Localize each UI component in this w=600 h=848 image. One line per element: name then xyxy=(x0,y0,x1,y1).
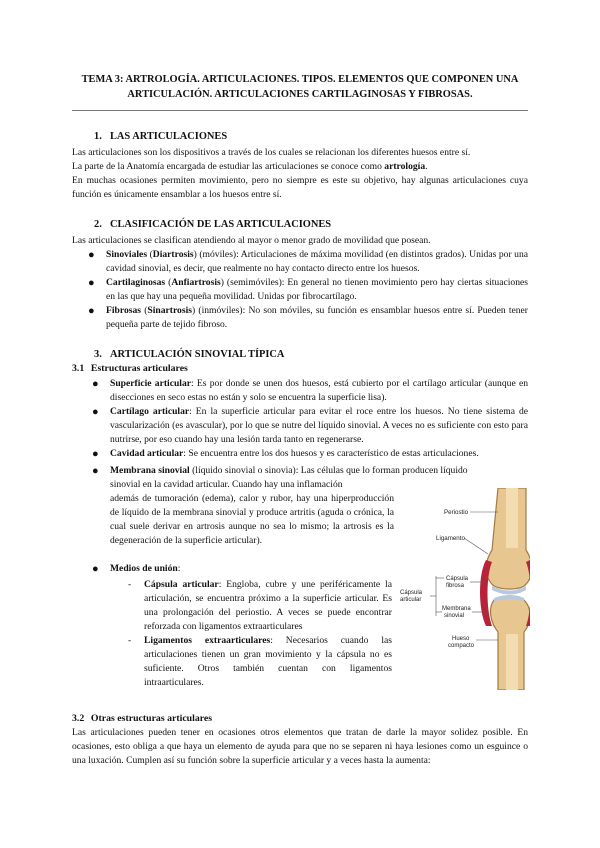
membrana-item xyxy=(92,464,528,478)
list-item: - Cápsula articular: Engloba, cubre y une periféricamente la articulación, se encuentra próximo a la superficie articular. Es una prolongación del periostio. A veces se puede encontrar reforzada con ligamentos extraarticulares xyxy=(128,579,392,632)
section-3-number: 3. xyxy=(94,349,102,360)
bullet-icon: ● xyxy=(88,277,95,289)
section-2-intro: Las articulaciones se clasifican atendiendo al mayor o menor grado de movilidad que posean. xyxy=(72,235,431,246)
section-1-number: 1. xyxy=(94,131,102,142)
label-periostio: Periostio xyxy=(444,509,469,516)
section-3-title: ARTICULACIÓN SINOVIAL TÍPICA xyxy=(110,349,285,360)
section-1-paragraph-1: Las articulaciones son los dispositivos a través de los cuales se relacionan los diferentes huesos entre sí. xyxy=(72,147,471,158)
membrana-line-2: sinovial en la cavidad articular. Cuando hay una inflamación xyxy=(110,479,343,490)
synovial-joint-illustration xyxy=(400,488,530,690)
section-1-paragraph-2: La parte de la Anatomía encargada de estudiar las articulaciones se conoce como artrología. xyxy=(72,161,428,172)
list-item: ● Sinoviales (Diartrosis) (móviles): Articulaciones de máxima movilidad (en distintos grados). Unidas por una cavidad sinovial, es decir, que realmente no hay contacto directo entre los huesos. xyxy=(88,249,529,274)
subsection-3-1-number: 3.1 xyxy=(72,363,85,374)
medios-item xyxy=(92,562,392,576)
list-item: ● Cartílago articular: En la superficie articular para evitar el roce entre los huesos. No tiene sistema de vascularización (es avascular), por lo que se nutre del líquido sinovial. A veces no es suficiente con esto para nutrirse, por eso cuando hay una lesión tarda tanto en regenerarse. xyxy=(92,406,528,445)
lower-marrow xyxy=(506,634,518,690)
membrana-line-3: además de tumoración (edema), calor y rubor, hay una hiperproducción de líquido de la membrana sinovial y produce artritis (aguda o crónica, la cual suele derivar en artrosis aunque no sea lo mismo; la artrosis es la degeneración de la superficie articular). xyxy=(110,493,394,546)
label-capsula-articular-2: articular xyxy=(400,597,422,603)
subsection-3-2-paragraph: Las articulaciones pueden tener en ocasiones otros elementos que tratan de darle la mayor solidez posible. En ocasiones, esto obliga a que haya un elemento de ayuda para que no se separen ni haya lesiones como un esguince o una luxación. Cumplen así su función sobre la superficie articular y a veces hasta la aumenta: xyxy=(72,727,528,766)
subsection-3-1-heading: 3.1 Estructuras articulares xyxy=(72,363,188,374)
document-title: TEMA 3: ARTROLOGÍA. ARTICULACIONES. TIPOS. ELEMENTOS QUE COMPONEN UNA ARTICULACIÓN. ARTICULACIONES CARTILAGINOSAS Y FIBROSAS. xyxy=(81,74,519,100)
term-artrologia: artrología xyxy=(384,161,426,172)
list-item: ● Fibrosas (Sinartrosis) (inmóviles): No son móviles, su función es ensamblar huesos entre sí. Pueden tener pequeña parte de tejido fibroso. xyxy=(88,305,528,330)
label-capsula-fibrosa: Cápsula xyxy=(446,576,469,582)
label-hueso-compacto-2: compacto xyxy=(448,643,475,649)
label-ligamento: Ligamento xyxy=(436,535,465,542)
label-capsula-articular: Cápsula xyxy=(400,590,423,596)
label-capsula-fibrosa-2: fibrosa xyxy=(446,583,465,589)
upper-marrow xyxy=(506,488,518,548)
title-divider xyxy=(72,110,528,111)
list-item: ● Cartilaginosas (Anfiartrosis) (semimóviles): En general no tienen movimiento pero hay ciertas situaciones en las que hay una pequeña movilidad. Unidas por fibrocartílago. xyxy=(88,277,528,302)
bullet-icon: ● xyxy=(88,305,95,317)
section-2-number: 2. xyxy=(94,219,102,230)
section-2-title: CLASIFICACIÓN DE LAS ARTICULACIONES xyxy=(110,219,332,230)
section-1-heading xyxy=(94,130,227,144)
label-membrana-sinovial-2: sinovial xyxy=(444,613,465,619)
label-membrana-sinovial: Membrana xyxy=(442,606,471,612)
label-hueso-compacto: Hueso xyxy=(452,636,470,642)
subsection-3-2-number: 3.2 xyxy=(72,713,85,724)
bullet-icon: ● xyxy=(92,406,99,418)
dash-icon: - xyxy=(128,635,132,646)
section-1-body xyxy=(72,146,528,202)
bullet-icon: ● xyxy=(92,448,99,460)
section-1-paragraph-3: En muchas ocasiones permiten movimiento, pero no siempre es este su objetivo, hay algunas articulaciones cuya función es únicamente ensamblar a los huesos entre sí. xyxy=(72,175,528,200)
section-2-heading xyxy=(94,218,331,232)
dash-icon: - xyxy=(128,579,132,590)
structures-list xyxy=(92,377,528,461)
list-item: ● Membrana sinovial (líquido sinovial o sinovia): Las células que lo forman producen líquido xyxy=(92,465,468,477)
leader-ligamento xyxy=(464,538,488,554)
classification-list xyxy=(88,248,528,332)
bullet-icon: ● xyxy=(92,563,99,575)
list-item: - Ligamentos extraarticulares: Necesarios cuando las articulaciones tienen un gran movimiento y la cápsula no es suficiente. Otros también cuentan con ligamentos intraarticulares. xyxy=(128,635,392,688)
bullet-icon: ● xyxy=(92,378,99,390)
section-1-title: LAS ARTICULACIONES xyxy=(110,131,228,142)
subsection-3-2-heading: 3.2 Otras estructuras articulares xyxy=(72,713,213,724)
section-3-heading xyxy=(94,348,284,362)
list-item: ● Superficie articular: Es por donde se unen dos huesos, está cubierto por el cartílago articular (aunque en disecciones en seco estas no están y solo se encuentra la superficie lisa). xyxy=(92,378,528,403)
medios-sublist xyxy=(128,578,392,690)
bullet-icon: ● xyxy=(88,249,95,261)
list-item: ● Medios de unión: xyxy=(92,563,181,575)
bullet-icon: ● xyxy=(92,465,99,477)
list-item: ● Cavidad articular: Se encuentra entre los dos huesos y es característico de estas articulaciones. xyxy=(92,448,479,460)
